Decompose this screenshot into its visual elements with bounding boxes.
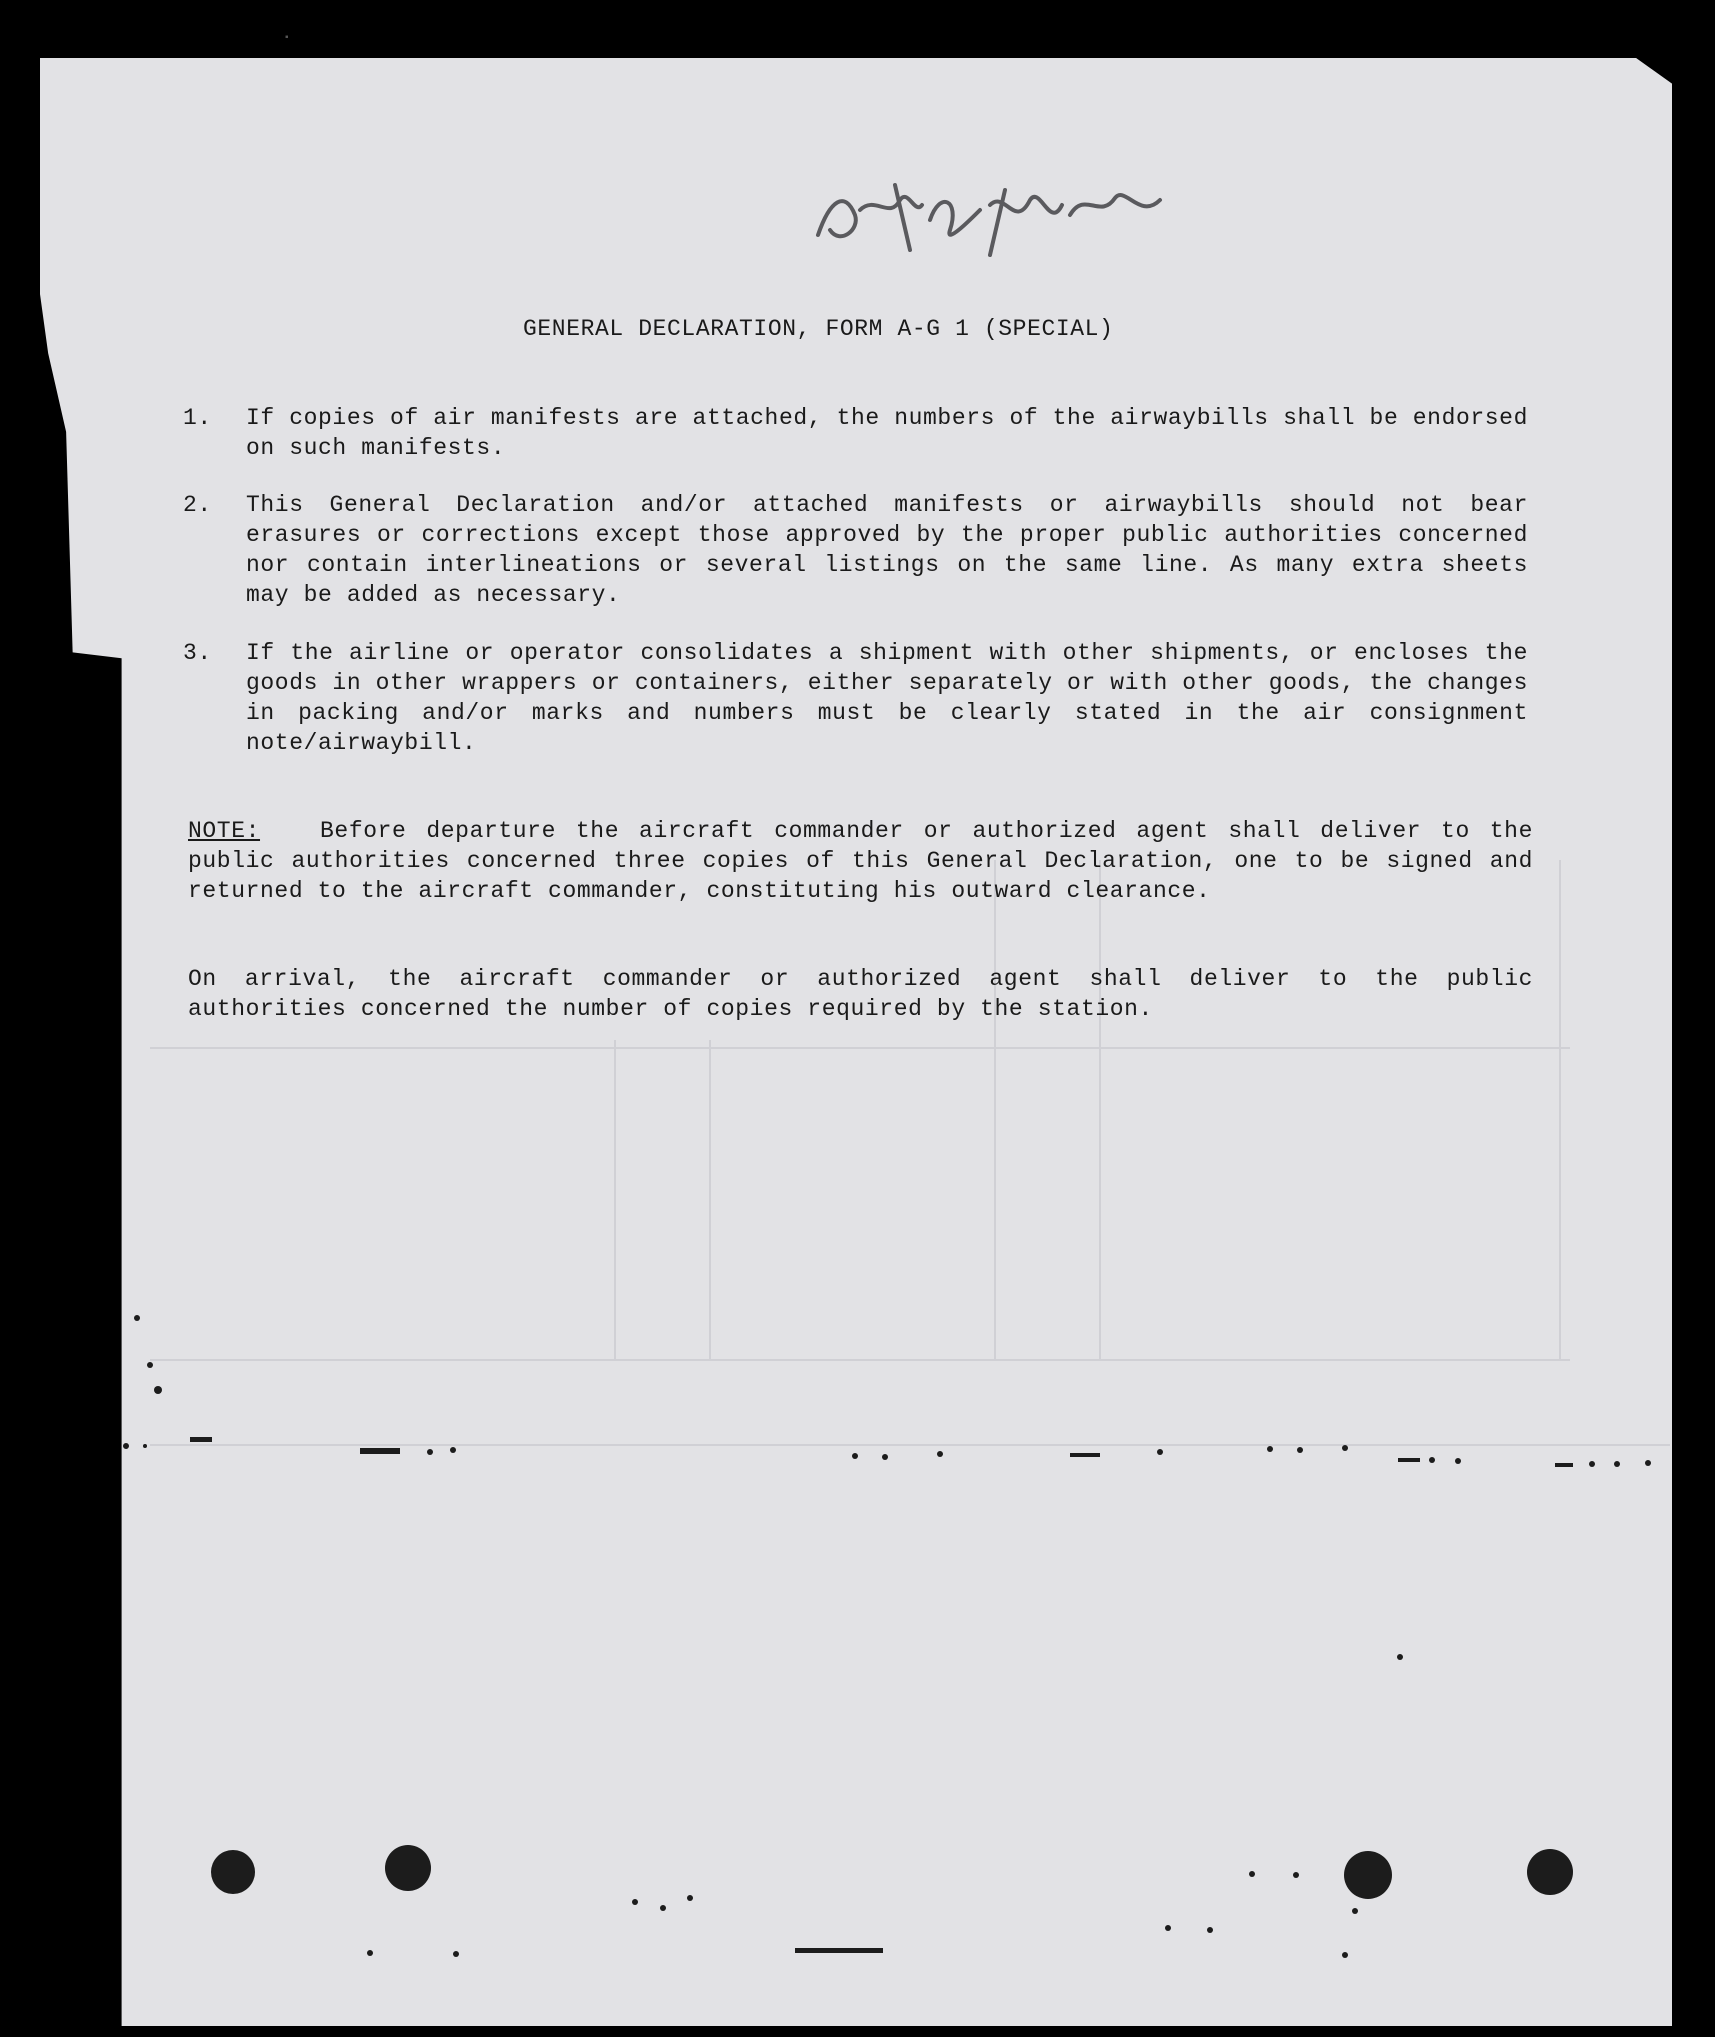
svg-text:▪: ▪ <box>285 32 289 43</box>
handwritten-signature <box>800 160 1200 270</box>
arrival-note: On arrival, the aircraft commander or authorized agent shall deliver to the public authorities concerned the number of copies required by the station. <box>188 966 1533 1022</box>
item-text: If the airline or operator consolidates a shipment with other shipments, or encloses the goods in other wrappers or containers, either separately or with other goods, the changes in packing and/or marks and numbers must be clearly stated in the air consignment note/airwaybill. <box>246 640 1528 756</box>
note-label: NOTE: <box>188 818 261 844</box>
form-title: GENERAL DECLARATION, FORM A-G 1 (SPECIAL) <box>523 316 1114 342</box>
item-number: 1. <box>183 405 212 431</box>
item-text: If copies of air manifests are attached, the numbers of the airwaybills shall be endorsed on such manifests. <box>246 405 1528 461</box>
item-number: 2. <box>183 492 212 518</box>
document-sheet <box>40 58 1672 2026</box>
item-text: This General Declaration and/or attached manifests or airwaybills should not bear erasures or corrections except those approved by the proper public authorities concerned nor contain interlineations or several listings on the same line. As many extra sheets may be added as necessary. <box>246 492 1528 608</box>
item-number: 3. <box>183 640 212 666</box>
departure-note <box>188 816 1533 906</box>
note-text: Before departure the aircraft commander or authorized agent shall deliver to the public authorities concerned three copies of this General Declaration, one to be signed and returned to the aircraft commander, constituting his outward clearance. <box>188 818 1533 904</box>
